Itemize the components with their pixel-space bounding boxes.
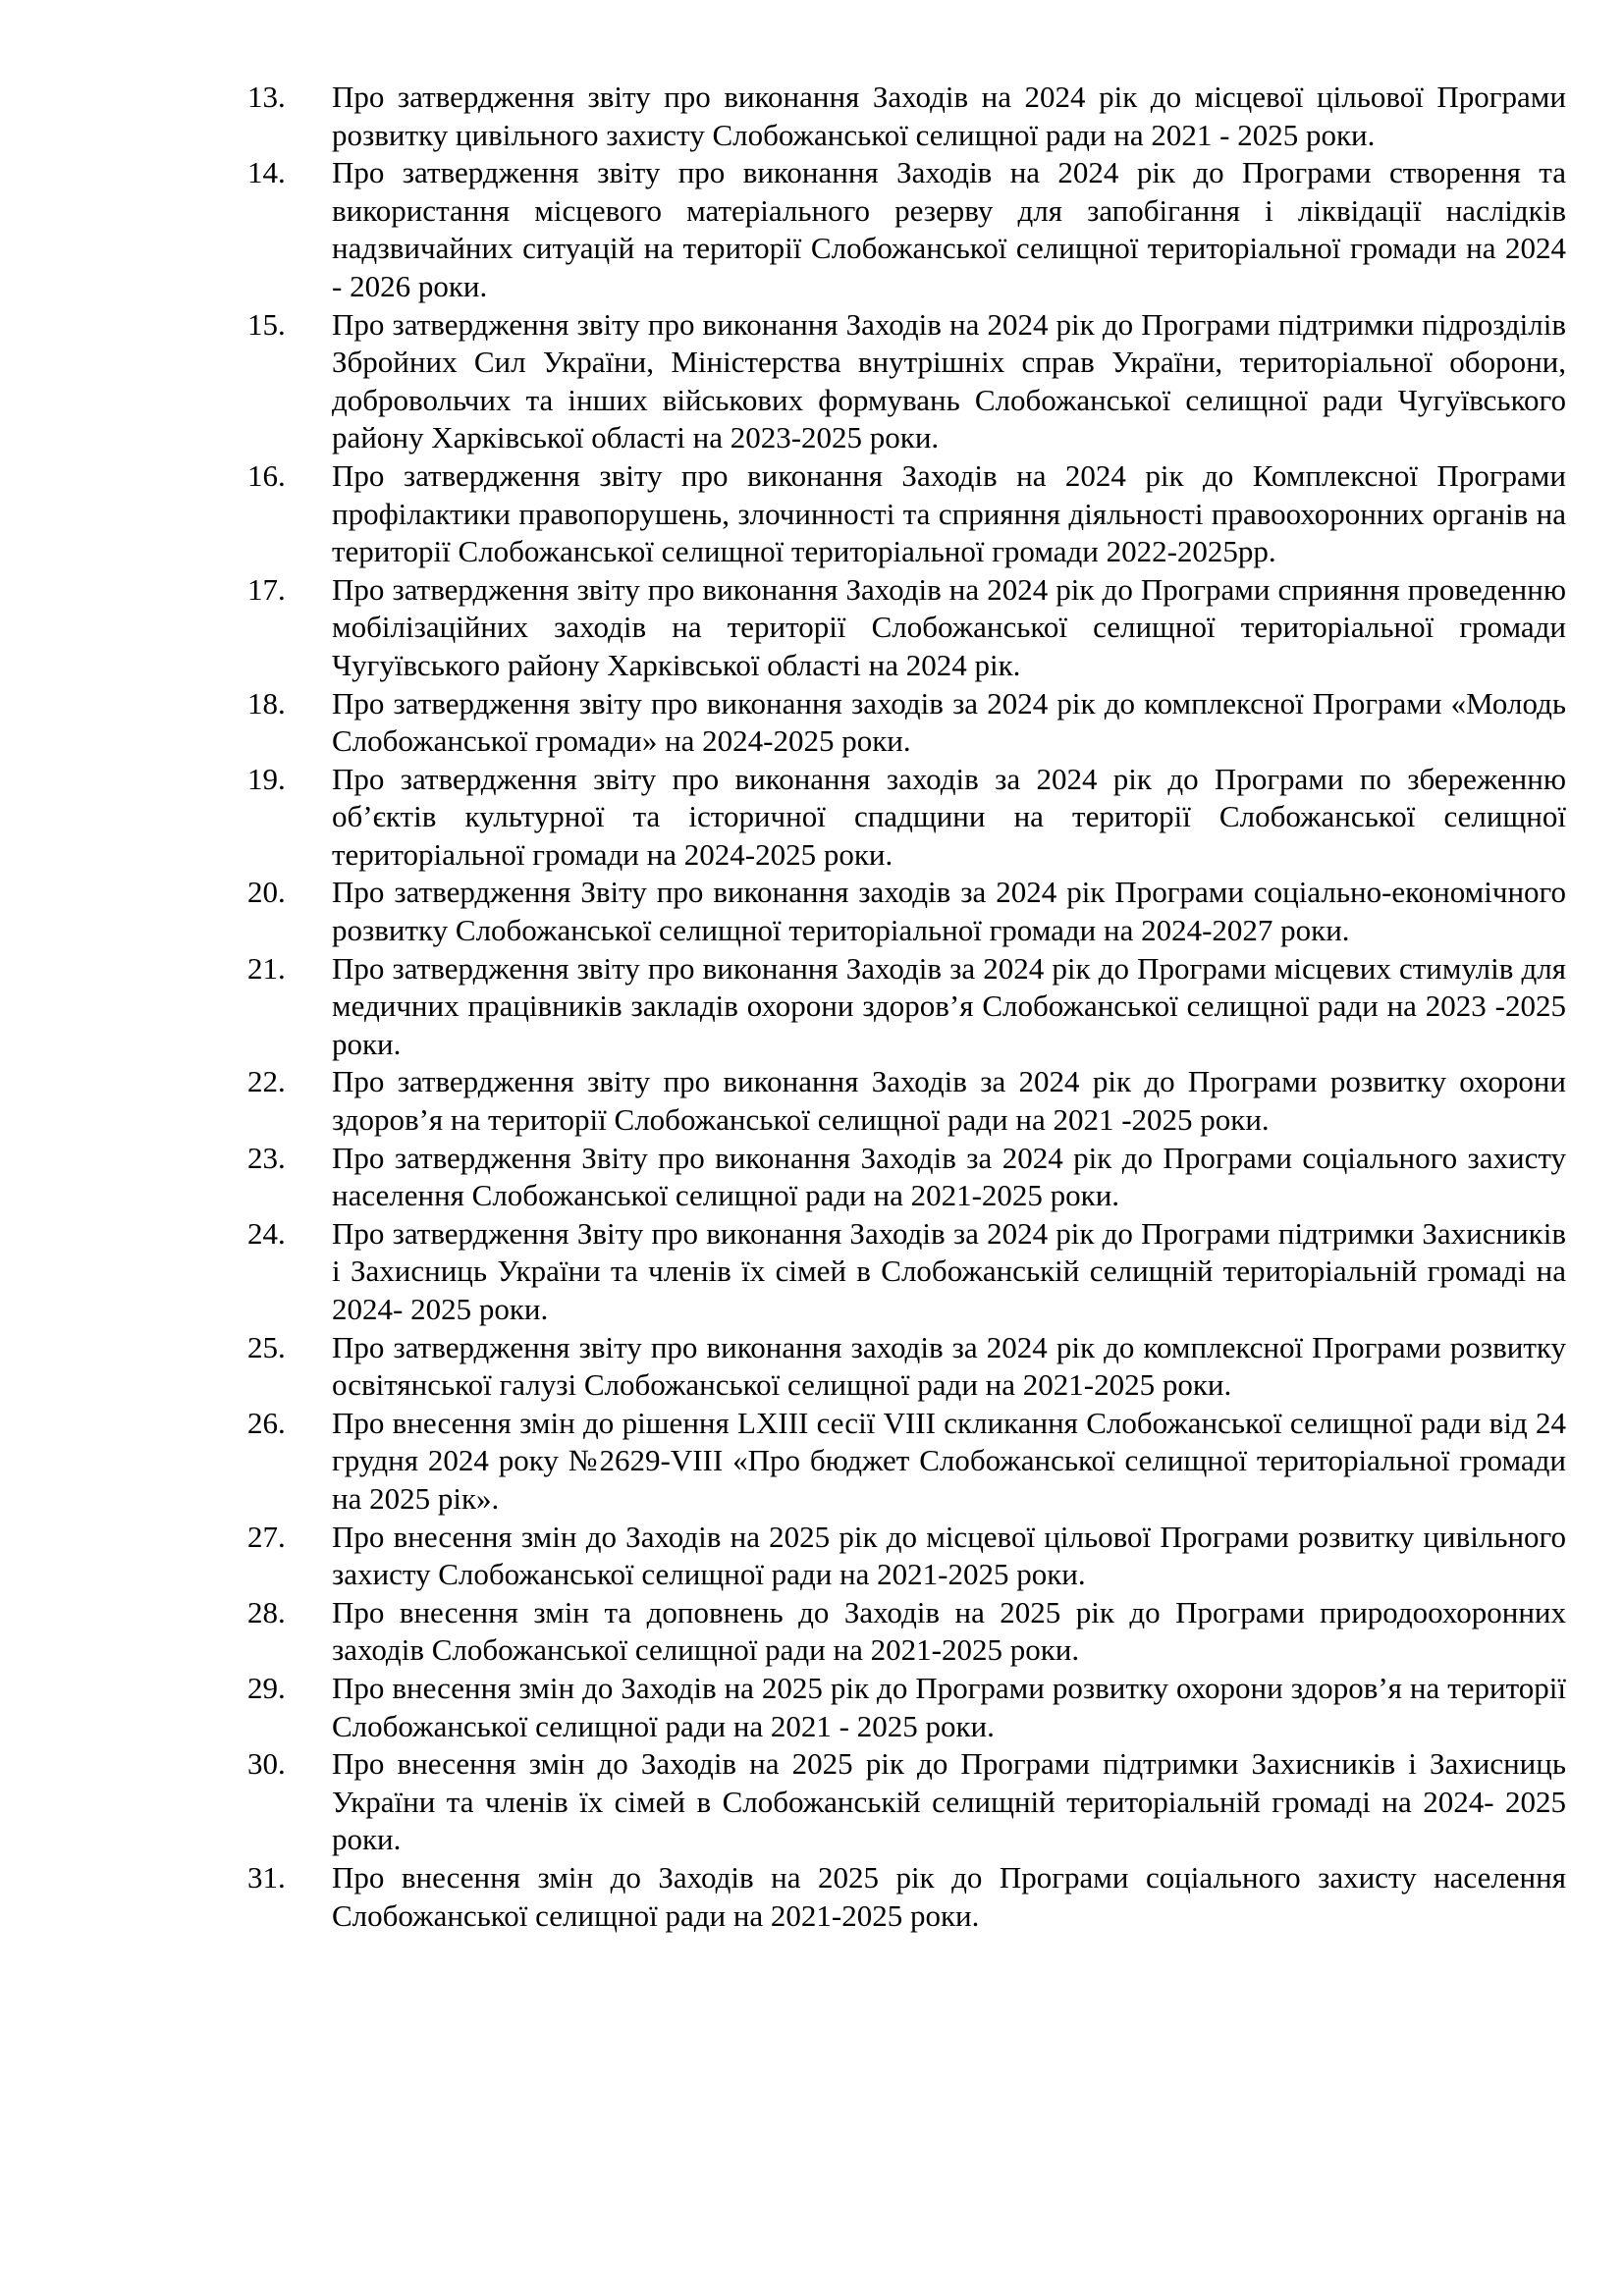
list-item bbox=[247, 1745, 1566, 1859]
list-item bbox=[247, 571, 1566, 685]
item-text: Про внесення змін до Заходів на 2025 рік до Програми підтримки Захисників і Захисниць України та членів їх сімей в Слобожанській селищній територіальній громаді на 2024- 2025 роки. bbox=[332, 1746, 1566, 1857]
item-number: 29. bbox=[247, 1670, 286, 1705]
list-item bbox=[247, 1594, 1566, 1670]
item-number: 16. bbox=[247, 457, 286, 493]
list-item bbox=[247, 1140, 1566, 1215]
item-number: 28. bbox=[247, 1594, 286, 1629]
item-number: 23. bbox=[247, 1140, 286, 1175]
item-number: 13. bbox=[247, 80, 286, 114]
item-number: 27. bbox=[247, 1519, 286, 1554]
item-text: Про внесення змін до Заходів на 2025 рік до місцевої цільової Програми розвитку цивільного захисту Слобожанської селищної ради на 2021-2025 роки. bbox=[332, 1519, 1566, 1592]
list-item bbox=[247, 1063, 1566, 1139]
list-item bbox=[247, 1405, 1566, 1519]
item-number: 22. bbox=[247, 1064, 286, 1099]
item-text: Про затвердження звіту про виконання Заходів за 2024 рік до Програми місцевих стимулів для медичних працівників закладів охорони здоров’я Слобожанської селищної ради на 2023 -2025 роки. bbox=[332, 950, 1566, 1061]
item-text: Про затвердження звіту про виконання Заходів на 2024 рік до Програми створення та використання місцевого матеріального резерву для запобігання і ліквідації наслідків надзвичайних ситуацій на території Слобожанської селищної територіальної громади на 2024 - 2026 роки. bbox=[332, 155, 1566, 303]
item-number: 15. bbox=[247, 306, 286, 342]
item-number: 20. bbox=[247, 875, 286, 910]
item-text: Про затвердження звіту про виконання Заходів на 2024 рік до місцевої цільової Програми розвитку цивільного захисту Слобожанської селищної ради на 2021 - 2025 роки. bbox=[332, 80, 1566, 152]
list-item bbox=[247, 1329, 1566, 1405]
list-item bbox=[247, 1859, 1566, 1935]
item-text: Про внесення змін та доповнень до Заходів на 2025 рік до Програми природоохоронних заходів Слобожанської селищної ради на 2021-2025 роки. bbox=[332, 1594, 1566, 1668]
item-number: 14. bbox=[247, 155, 286, 190]
item-text: Про внесення змін до Заходів на 2025 рік до Програми розвитку охорони здоров’я на території Слобожанської селищної ради на 2021 - 2025 роки. bbox=[332, 1670, 1566, 1743]
agenda-list bbox=[247, 79, 1566, 1935]
list-item bbox=[247, 1670, 1566, 1745]
item-number: 30. bbox=[247, 1746, 286, 1782]
list-item bbox=[247, 457, 1566, 571]
item-text: Про затвердження звіту про виконання заходів за 2024 рік до комплексної Програми «Молодь Слобожанської громади» на 2024-2025 роки. bbox=[332, 685, 1566, 759]
list-item bbox=[247, 874, 1566, 949]
item-number: 31. bbox=[247, 1859, 286, 1895]
list-item bbox=[247, 1519, 1566, 1594]
list-item bbox=[247, 154, 1566, 305]
item-text: Про затвердження Звіту про виконання заходів за 2024 рік Програми соціально-економічного розвитку Слобожанської селищної територіальної громади на 2024-2027 роки. bbox=[332, 875, 1566, 948]
item-number: 18. bbox=[247, 685, 286, 721]
item-text: Про затвердження Звіту про виконання Заходів за 2024 рік до Програми соціального захисту населення Слобожанської селищної ради на 2021-2025 роки. bbox=[332, 1140, 1566, 1213]
item-text: Про внесення змін до рішення LXIII сесії VIII скликання Слобожанської селищної ради від 24 грудня 2024 року №2629-VIII «Про бюджет Слобожанської селищної територіальної громади на 2025 рік». bbox=[332, 1405, 1566, 1516]
item-number: 21. bbox=[247, 950, 286, 986]
item-number: 25. bbox=[247, 1329, 286, 1364]
item-text: Про затвердження звіту про виконання Заходів на 2024 рік до Програми підтримки підрозділів Збройних Сил України, Міністерства внутрішніх справ України, територіальної оборони, добровольчих та інших військових формувань Слобожанської селищної ради Чугуївського району Харківської області на 2023-2025 роки. bbox=[332, 306, 1566, 455]
list-item bbox=[247, 79, 1566, 154]
item-text: Про затвердження звіту про виконання заходів за 2024 рік до комплексної Програми розвитку освітянської галузі Слобожанської селищної ради на 2021-2025 роки. bbox=[332, 1329, 1566, 1403]
list-item bbox=[247, 950, 1566, 1064]
item-text: Про затвердження звіту про виконання Заходів на 2024 рік до Комплексної Програми профілактики правопорушень, злочинності та сприяння діяльності правоохоронних органів на території Слобожанської селищної територіальної громади 2022-2025рр. bbox=[332, 457, 1566, 569]
item-number: 19. bbox=[247, 761, 286, 796]
item-number: 26. bbox=[247, 1405, 286, 1440]
item-text: Про затвердження Звіту про виконання Заходів за 2024 рік до Програми підтримки Захисників і Захисниць України та членів їх сімей в Слобожанській селищній територіальній громаді на 2024- 2025 роки. bbox=[332, 1215, 1566, 1326]
list-item bbox=[247, 761, 1566, 875]
item-text: Про затвердження звіту про виконання Заходів на 2024 рік до Програми сприяння проведенню мобілізаційних заходів на території Слобожанської селищної територіальної громади Чугуївського району Харківської області на 2024 рік. bbox=[332, 571, 1566, 682]
item-text: Про затвердження звіту про виконання Заходів за 2024 рік до Програми розвитку охорони здоров’я на території Слобожанської селищної ради на 2021 -2025 роки. bbox=[332, 1064, 1566, 1138]
list-item bbox=[247, 685, 1566, 761]
list-item bbox=[247, 1215, 1566, 1329]
item-text: Про внесення змін до Заходів на 2025 рік до Програми соціального захисту населення Слобожанської селищної ради на 2021-2025 роки. bbox=[332, 1859, 1566, 1933]
list-item bbox=[247, 306, 1566, 457]
item-number: 24. bbox=[247, 1215, 286, 1251]
item-number: 17. bbox=[247, 571, 286, 607]
item-text: Про затвердження звіту про виконання заходів за 2024 рік до Програми по збереженню об’єктів культурної та історичної спадщини на території Слобожанської селищної територіальної громади на 2024-2025 роки. bbox=[332, 761, 1566, 872]
